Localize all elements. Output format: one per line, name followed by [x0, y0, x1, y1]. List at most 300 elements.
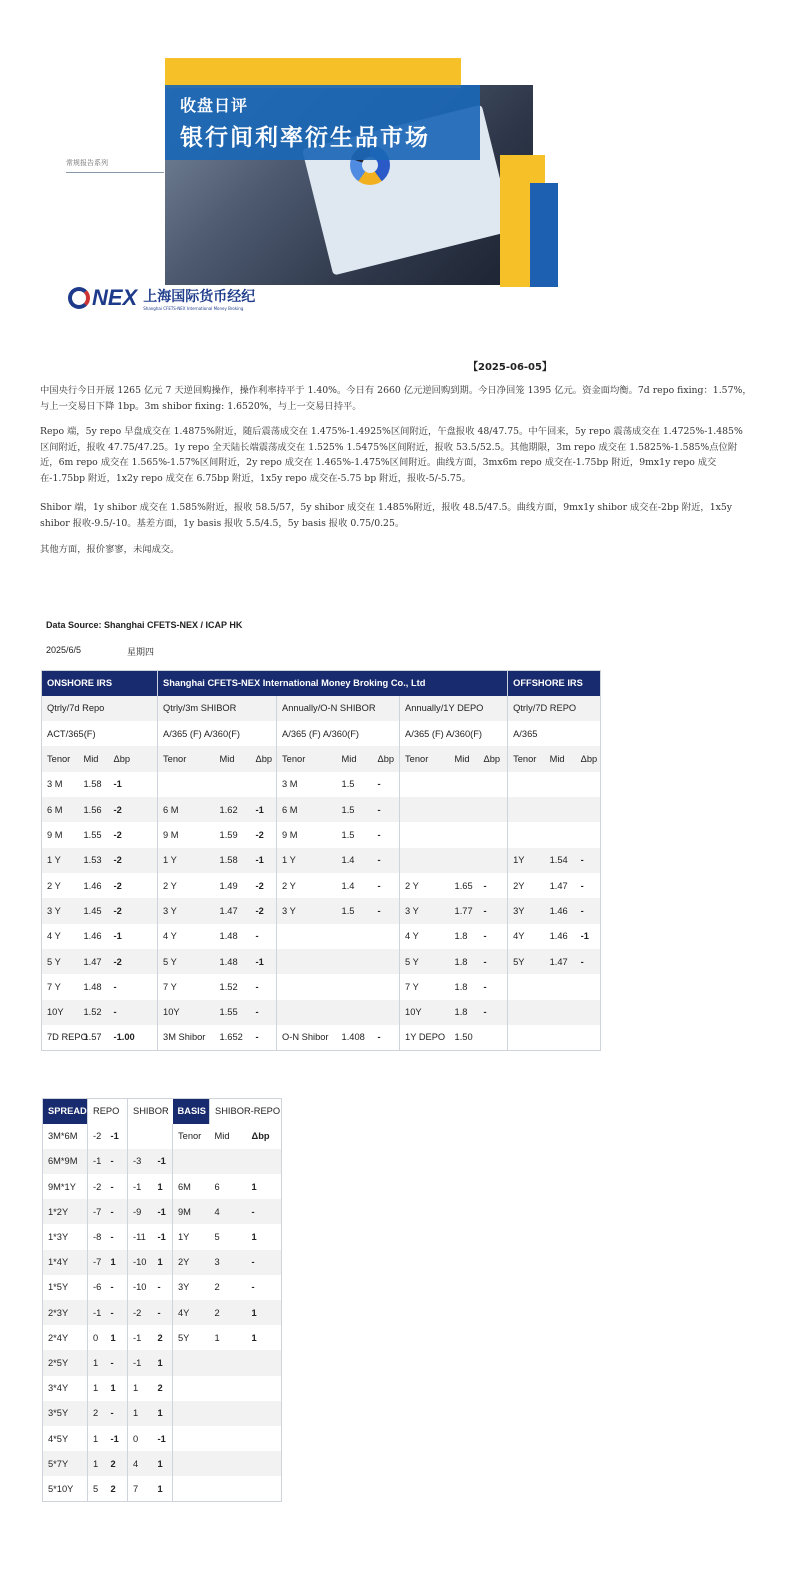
- shibor-mid: -9: [128, 1199, 153, 1224]
- basis-change: 1: [251, 1232, 257, 1243]
- basis-tenor: Tenor: [173, 1124, 210, 1149]
- change-cell: -: [373, 848, 400, 873]
- daycount-depo: A/365 (F) A/360(F): [400, 721, 508, 746]
- change-cell: -: [580, 880, 584, 891]
- mid-cell: 1.46: [549, 931, 568, 942]
- basis-tenor: [173, 1451, 210, 1476]
- basis-tenor: 9M: [173, 1199, 210, 1224]
- tenor-cell: O-N Shibor: [277, 1025, 337, 1050]
- basis-mid: [210, 1451, 247, 1476]
- tenor-cell: [508, 974, 545, 999]
- change-cell: -1: [251, 949, 277, 974]
- mid-cell: 1.47: [549, 880, 568, 891]
- change-cell: [576, 1025, 601, 1050]
- mid-cell: 1.46: [545, 898, 576, 923]
- mid-cell: [337, 949, 373, 974]
- mid-cell: 1.56: [79, 797, 109, 822]
- mid-cell: 1.48: [83, 981, 102, 992]
- change-cell: -1: [580, 931, 589, 942]
- table-row: [42, 848, 601, 873]
- change-cell: [576, 822, 601, 847]
- change-cell: -1.00: [113, 1032, 135, 1043]
- mid-cell: [450, 797, 479, 822]
- spread-tenor: 1*5Y: [48, 1282, 69, 1293]
- conv-shibor3m: Qtrly/3m SHIBOR: [158, 696, 277, 721]
- change-cell: -2: [109, 848, 158, 873]
- mid-cell: [545, 772, 576, 797]
- tenor-cell: 6 M: [158, 797, 215, 822]
- repo-mid: -1: [88, 1149, 106, 1174]
- tenor-cell: 3 Y: [42, 898, 79, 923]
- header-shibor: SHIBOR: [128, 1099, 173, 1124]
- col-tenor: Tenor: [508, 746, 545, 771]
- mid-cell: 1.4: [341, 880, 355, 891]
- basis-tenor: [173, 1426, 210, 1451]
- repo-change: -: [106, 1401, 128, 1426]
- basis-mid: 2: [210, 1300, 247, 1325]
- table-row: [43, 1350, 282, 1375]
- repo-mid: -8: [88, 1224, 106, 1249]
- tenor-cell: [277, 949, 337, 974]
- repo-mid: 0: [88, 1325, 106, 1350]
- tenor-cell: 3M Shibor: [158, 1025, 215, 1050]
- mid-cell: 1.53: [79, 848, 109, 873]
- basis-tenor: 1Y: [173, 1224, 210, 1249]
- basis-tenor: 3Y: [173, 1275, 210, 1300]
- change-cell: [479, 772, 508, 797]
- data-source: Data Source: Shanghai CFETS-NEX / ICAP HK: [46, 620, 243, 630]
- col-tenor: Tenor: [42, 746, 79, 771]
- tenor-cell: [400, 848, 450, 873]
- change-cell: -: [576, 898, 601, 923]
- mid-cell: [450, 848, 479, 873]
- mid-cell: 1.58: [83, 779, 102, 790]
- header-shibor-repo: SHIBOR-REPO: [210, 1099, 282, 1124]
- basis-mid: [210, 1401, 247, 1426]
- basis-mid: [210, 1376, 247, 1401]
- basis-change: -: [251, 1282, 255, 1293]
- tenor-cell: 9 M: [47, 829, 63, 840]
- shibor-change: -1: [157, 1433, 166, 1444]
- basis-change: 1: [251, 1332, 257, 1343]
- basis-tenor: [173, 1476, 210, 1501]
- change-cell: [576, 772, 601, 797]
- mid-cell: 1.4: [337, 848, 373, 873]
- tenor-cell: 4 Y: [400, 924, 450, 949]
- mid-cell: 1.5: [337, 898, 373, 923]
- tenor-cell: 2 Y: [400, 873, 450, 898]
- mid-cell: [337, 1000, 373, 1025]
- logo-en: Shanghai CFETS-NEX International Money Broking: [143, 305, 244, 311]
- tenor-cell: 3 Y: [400, 898, 450, 923]
- change-cell: -2: [113, 829, 122, 840]
- tenor-cell: 10Y: [400, 1000, 450, 1025]
- change-cell: -: [373, 898, 400, 923]
- shibor-mid: -1: [128, 1350, 153, 1375]
- shibor-mid: [128, 1124, 153, 1149]
- change-cell: -: [377, 1032, 381, 1043]
- change-cell: [251, 772, 277, 797]
- repo-mid: -7: [88, 1250, 106, 1275]
- change-cell: -: [255, 931, 259, 942]
- basis-mid: [210, 1476, 247, 1501]
- tenor-cell: 4 Y: [158, 924, 215, 949]
- mid-cell: 1.52: [79, 1000, 109, 1025]
- mid-cell: [545, 1025, 576, 1050]
- mid-cell: [215, 772, 251, 797]
- mid-cell: 1.5: [341, 829, 355, 840]
- basis-mid: 4: [210, 1199, 247, 1224]
- col-mid: Mid: [79, 746, 109, 771]
- repo-mid: -2: [88, 1124, 106, 1149]
- change-cell: [479, 1025, 508, 1050]
- tenor-cell: 1 Y: [277, 848, 337, 873]
- repo-mid: 1: [88, 1451, 106, 1476]
- spread-tenor: 9M*1Y: [48, 1181, 76, 1192]
- tenor-cell: 7 Y: [158, 974, 215, 999]
- mid-cell: 1.47: [215, 898, 251, 923]
- table-row: [42, 797, 601, 822]
- basis-tenor: [173, 1149, 210, 1174]
- logo-nex: NEX: [92, 285, 138, 310]
- mid-cell: 1.57: [83, 1032, 102, 1043]
- change-cell: [576, 974, 601, 999]
- change-cell: -: [479, 898, 508, 923]
- conv-onshibor: Annually/O-N SHIBOR: [277, 696, 400, 721]
- col-mid: Mid: [215, 746, 251, 771]
- basis-change: [247, 1426, 282, 1451]
- tenor-cell: [508, 797, 545, 822]
- change-cell: -: [255, 1032, 259, 1043]
- tenor-cell: 10Y: [158, 1000, 215, 1025]
- tenor-cell: 6 M: [277, 797, 337, 822]
- banner-title-line1: 收盘日评: [180, 96, 249, 115]
- repo-change: 1: [106, 1250, 128, 1275]
- mid-cell: 1.55: [215, 1000, 251, 1025]
- repo-mid: 2: [88, 1401, 106, 1426]
- tenor-cell: 5 Y: [42, 949, 79, 974]
- repo-change: -: [106, 1149, 128, 1174]
- mid-cell: 1.46: [83, 880, 102, 891]
- header-onshore: ONSHORE IRS: [42, 671, 158, 696]
- change-cell: -: [113, 981, 117, 992]
- spread-tenor: 2*3Y: [43, 1300, 88, 1325]
- table-row: [43, 1376, 282, 1401]
- basis-mid: [210, 1149, 247, 1174]
- weekday: 星期四: [127, 648, 155, 658]
- paragraph-market-ops: 中国央行今日开展 1265 亿元 7 天逆回购操作，操作利率持平于 1.40%。今日有 2660 亿元逆回购到期。今日净回笼 1395 亿元。资金面均衡。7d repo fixing：1.57%，与上一交易日下降 1bp。3m shibor fixing: 1.6520%，与上一交易日持平。: [40, 385, 752, 412]
- tenor-cell: [508, 1025, 545, 1050]
- conv-offshore: Qtrly/7D REPO: [508, 696, 601, 721]
- repo-mid: -1: [88, 1300, 106, 1325]
- col-dbp: Δbp: [373, 746, 400, 771]
- change-cell: [373, 974, 400, 999]
- repo-change: 2: [110, 1483, 116, 1494]
- table-row: [42, 1025, 601, 1050]
- table-row: [43, 1325, 282, 1350]
- mid-cell: 1.46: [83, 931, 102, 942]
- col-dbp: Δbp: [251, 746, 277, 771]
- col-tenor: Tenor: [277, 746, 337, 771]
- spread-tenor: 1*4Y: [43, 1250, 88, 1275]
- change-cell: -2: [109, 949, 158, 974]
- mid-cell: 1.47: [79, 949, 109, 974]
- irs-table: [41, 670, 601, 1051]
- header-repo: REPO: [88, 1099, 128, 1124]
- tenor-cell: 9 M: [277, 822, 337, 847]
- repo-change: -: [106, 1350, 128, 1375]
- change-cell: -2: [255, 880, 264, 891]
- spread-tenor: 5*10Y: [48, 1483, 74, 1494]
- shibor-mid: -2: [128, 1300, 153, 1325]
- basis-change: 1: [247, 1300, 282, 1325]
- table-row: [43, 1476, 282, 1501]
- conv-onshore: Qtrly/7d Repo: [42, 696, 158, 721]
- tenor-cell: 5Y: [508, 949, 545, 974]
- shibor-change: [153, 1124, 173, 1149]
- shibor-change: 2: [157, 1383, 163, 1394]
- tenor-cell: 7 Y: [47, 981, 61, 992]
- table-date: 2025/6/5: [46, 645, 82, 655]
- mid-cell: 1.48: [219, 931, 238, 942]
- mid-cell: 1.47: [545, 949, 576, 974]
- tenor-cell: 2 Y: [47, 880, 61, 891]
- banner-title-line2: 银行间利率衍生品市场: [180, 125, 430, 151]
- change-cell: -: [576, 848, 601, 873]
- change-cell: -2: [109, 898, 158, 923]
- change-cell: -1: [251, 848, 277, 873]
- shibor-mid: -1: [128, 1174, 153, 1199]
- tenor-cell: 3 Y: [277, 898, 337, 923]
- mid-cell: 1.5: [341, 779, 355, 790]
- change-cell: -: [479, 1000, 508, 1025]
- spread-tenor: 1*2Y: [43, 1199, 88, 1224]
- header-basis: BASIS: [173, 1099, 210, 1124]
- col-mid: Mid: [450, 746, 479, 771]
- logo-c-icon: [68, 287, 90, 309]
- tenor-cell: 3 Y: [158, 898, 215, 923]
- tenor-cell: 3 M: [47, 779, 63, 790]
- change-cell: [373, 924, 400, 949]
- tenor-cell: [508, 772, 545, 797]
- col-tenor: Tenor: [158, 746, 215, 771]
- table-row: [42, 949, 601, 974]
- change-cell: -2: [113, 880, 122, 891]
- shibor-change: 1: [157, 1181, 163, 1192]
- mid-cell: 1.59: [219, 829, 238, 840]
- tenor-cell: 1Y DEPO: [400, 1025, 450, 1050]
- change-cell: -: [255, 981, 259, 992]
- report-date: 【2025-06-05】: [468, 362, 552, 373]
- daycount-onshore: ACT/365(F): [47, 728, 96, 739]
- shibor-change: -: [157, 1282, 161, 1293]
- mid-cell: [337, 974, 373, 999]
- table-row: [43, 1224, 282, 1249]
- basis-mid: 2: [214, 1282, 220, 1293]
- repo-mid: -7: [88, 1199, 106, 1224]
- repo-mid: 1: [88, 1426, 106, 1451]
- tenor-cell: 7 Y: [400, 974, 450, 999]
- mid-cell: 1.8: [454, 931, 468, 942]
- header-spread: SPREAD: [43, 1099, 88, 1124]
- shibor-mid: -10: [128, 1250, 153, 1275]
- table-row: [42, 898, 601, 923]
- change-cell: [576, 797, 601, 822]
- spread-tenor: 3*5Y: [43, 1401, 88, 1426]
- repo-change: 1: [110, 1332, 116, 1343]
- change-cell: -: [377, 880, 381, 891]
- basis-change: [247, 1350, 282, 1375]
- shibor-mid: -10: [128, 1275, 153, 1300]
- paragraph-other: 其他方面，报价寥寥，未闻成交。: [40, 544, 180, 555]
- series-label: 常规报告系列: [66, 159, 108, 167]
- change-cell: [479, 822, 508, 847]
- basis-mid: 6: [214, 1181, 220, 1192]
- mid-cell: [545, 974, 576, 999]
- spread-tenor: 2*4Y: [48, 1332, 69, 1343]
- shibor-mid: 0: [128, 1426, 153, 1451]
- shibor-change: -1: [153, 1149, 173, 1174]
- tenor-cell: 9 M: [158, 822, 215, 847]
- spread-tenor: 4*5Y: [48, 1433, 69, 1444]
- table-row: [42, 1000, 601, 1025]
- col-tenor: Tenor: [400, 746, 450, 771]
- mid-cell: 1.52: [219, 981, 238, 992]
- basis-tenor: [173, 1401, 210, 1426]
- mid-cell: 1.5: [337, 797, 373, 822]
- tenor-cell: [277, 1000, 337, 1025]
- shibor-mid: 4: [128, 1451, 153, 1476]
- table-row: [42, 924, 601, 949]
- report-banner: [60, 55, 570, 320]
- mid-cell: 1.408: [341, 1032, 365, 1043]
- spread-tenor: 3*4Y: [48, 1383, 69, 1394]
- basis-tenor: 4Y: [173, 1300, 210, 1325]
- basis-change: [247, 1451, 282, 1476]
- mid-cell: 1.45: [79, 898, 109, 923]
- tenor-cell: 4 Y: [47, 931, 61, 942]
- change-cell: -2: [255, 829, 264, 840]
- paragraph-shibor: Shibor 端，1y shibor 成交在 1.585%附近，报收 58.5/57，5y shibor 成交在 1.485%附近，报收 48.5/47.5。曲线方面，9mx1y shibor 成交在-2bp 附近，1x5y shibor 报收-9.5/-10。基差方面，1y basis 报收 5.5/4.5，5y basis 报收 0.75/0.25。: [40, 502, 733, 529]
- change-cell: -1: [113, 779, 122, 790]
- tenor-cell: 3 M: [277, 772, 337, 797]
- mid-cell: 1.8: [450, 949, 479, 974]
- change-cell: -: [483, 931, 487, 942]
- repo-mid: 1: [88, 1350, 106, 1375]
- table-row: [43, 1401, 282, 1426]
- tenor-cell: 1 Y: [158, 848, 215, 873]
- change-cell: [576, 1000, 601, 1025]
- paragraph-repo: Repo 端，5y repo 早盘成交在 1.4875%附近，随后震荡成交在 1.475%-1.4925%区间附近，午盘报收 48/47.75。中午回来，5y repo 震荡成交在 1.4725%-1.485%区间附近，报收 47.75/47.25。1y repo 全天陆长端震荡成交在 1.525% 1.5475%区间附近，报收 53.5/52.5。其他期限，3m repo 成交在 1.5825%-1.585%点位附近，6m repo 成交在 1.565%-1.57%区间附近，2y repo 成交在 1.465%-1.475%区间附近。曲线方面，3mx6m repo 成交在-1.75bp 附近，9mx1y repo 成交在-1.75bp 附近，1x2y repo 成交在 6.75bp 附近，1x5y repo 成交在-5.75 bp 附近，报收-5/-5.75。: [40, 426, 743, 484]
- shibor-mid: -3: [128, 1149, 153, 1174]
- tenor-cell: [277, 924, 337, 949]
- basis-mid: 5: [214, 1232, 220, 1243]
- tenor-cell: [158, 772, 215, 797]
- repo-mid: 1: [88, 1376, 106, 1401]
- change-cell: -1: [251, 797, 277, 822]
- table-row: [43, 1124, 282, 1149]
- mid-cell: [545, 797, 576, 822]
- table-row: [43, 1250, 282, 1275]
- basis-tenor: 2Y: [173, 1250, 210, 1275]
- basis-change: Δbp: [251, 1131, 270, 1142]
- repo-change: -1: [110, 1131, 119, 1142]
- tenor-cell: [400, 822, 450, 847]
- col-dbp: Δbp: [576, 746, 601, 771]
- mid-cell: [545, 1000, 576, 1025]
- basis-mid: Mid: [214, 1131, 230, 1142]
- spread-tenor: 1*3Y: [48, 1232, 69, 1243]
- basis-change: -: [247, 1199, 282, 1224]
- table-row: [43, 1149, 282, 1174]
- shibor-change: -1: [153, 1199, 173, 1224]
- mid-cell: 1.55: [83, 829, 102, 840]
- repo-change: -: [110, 1181, 114, 1192]
- change-cell: [479, 848, 508, 873]
- mid-cell: 1.652: [219, 1032, 243, 1043]
- tenor-cell: 10Y: [42, 1000, 79, 1025]
- tenor-cell: [400, 797, 450, 822]
- repo-mid: -2: [88, 1174, 106, 1199]
- mid-cell: 1.58: [215, 848, 251, 873]
- table-row: [42, 772, 601, 797]
- daycount-shibor3m: A/365 (F) A/360(F): [158, 721, 277, 746]
- repo-change: 2: [106, 1451, 128, 1476]
- change-cell: -2: [109, 797, 158, 822]
- table-row: [42, 822, 601, 847]
- col-dbp: Δbp: [109, 746, 158, 771]
- shibor-change: 1: [153, 1350, 173, 1375]
- spread-tenor: 3M*6M: [48, 1131, 78, 1142]
- basis-change: 1: [251, 1181, 257, 1192]
- mid-cell: [337, 924, 373, 949]
- table-row: [43, 1275, 282, 1300]
- change-cell: [373, 949, 400, 974]
- header-company: Shanghai CFETS-NEX International Money Broking Co., Ltd: [158, 671, 508, 696]
- shibor-change: 2: [157, 1332, 163, 1343]
- tenor-cell: [508, 1000, 545, 1025]
- basis-change: -: [247, 1250, 282, 1275]
- daycount-onshibor: A/365 (F) A/360(F): [277, 721, 400, 746]
- mid-cell: 1.8: [454, 981, 468, 992]
- tenor-cell: 2 Y: [158, 873, 215, 898]
- change-cell: [373, 1000, 400, 1025]
- spread-table: [42, 1098, 282, 1502]
- banner-yellow-stripe: [165, 58, 461, 88]
- shibor-mid: -1: [128, 1325, 153, 1350]
- basis-mid: [210, 1426, 247, 1451]
- shibor-change: 1: [153, 1451, 173, 1476]
- basis-mid: [210, 1350, 247, 1375]
- basis-mid: 3: [210, 1250, 247, 1275]
- change-cell: -: [483, 880, 487, 891]
- table-row: [43, 1451, 282, 1476]
- basis-change: [247, 1376, 282, 1401]
- table-row: [42, 873, 601, 898]
- change-cell: -: [377, 779, 381, 790]
- change-cell: -: [483, 981, 487, 992]
- divider: [66, 172, 164, 173]
- repo-mid: 5: [88, 1476, 106, 1501]
- tenor-cell: 2Y: [508, 873, 545, 898]
- mid-cell: 1.48: [215, 949, 251, 974]
- change-cell: -: [479, 949, 508, 974]
- mid-cell: 1.49: [219, 880, 238, 891]
- table-row: [43, 1426, 282, 1451]
- repo-change: -: [106, 1300, 128, 1325]
- repo-change: -1: [110, 1433, 119, 1444]
- shibor-change: 1: [153, 1401, 173, 1426]
